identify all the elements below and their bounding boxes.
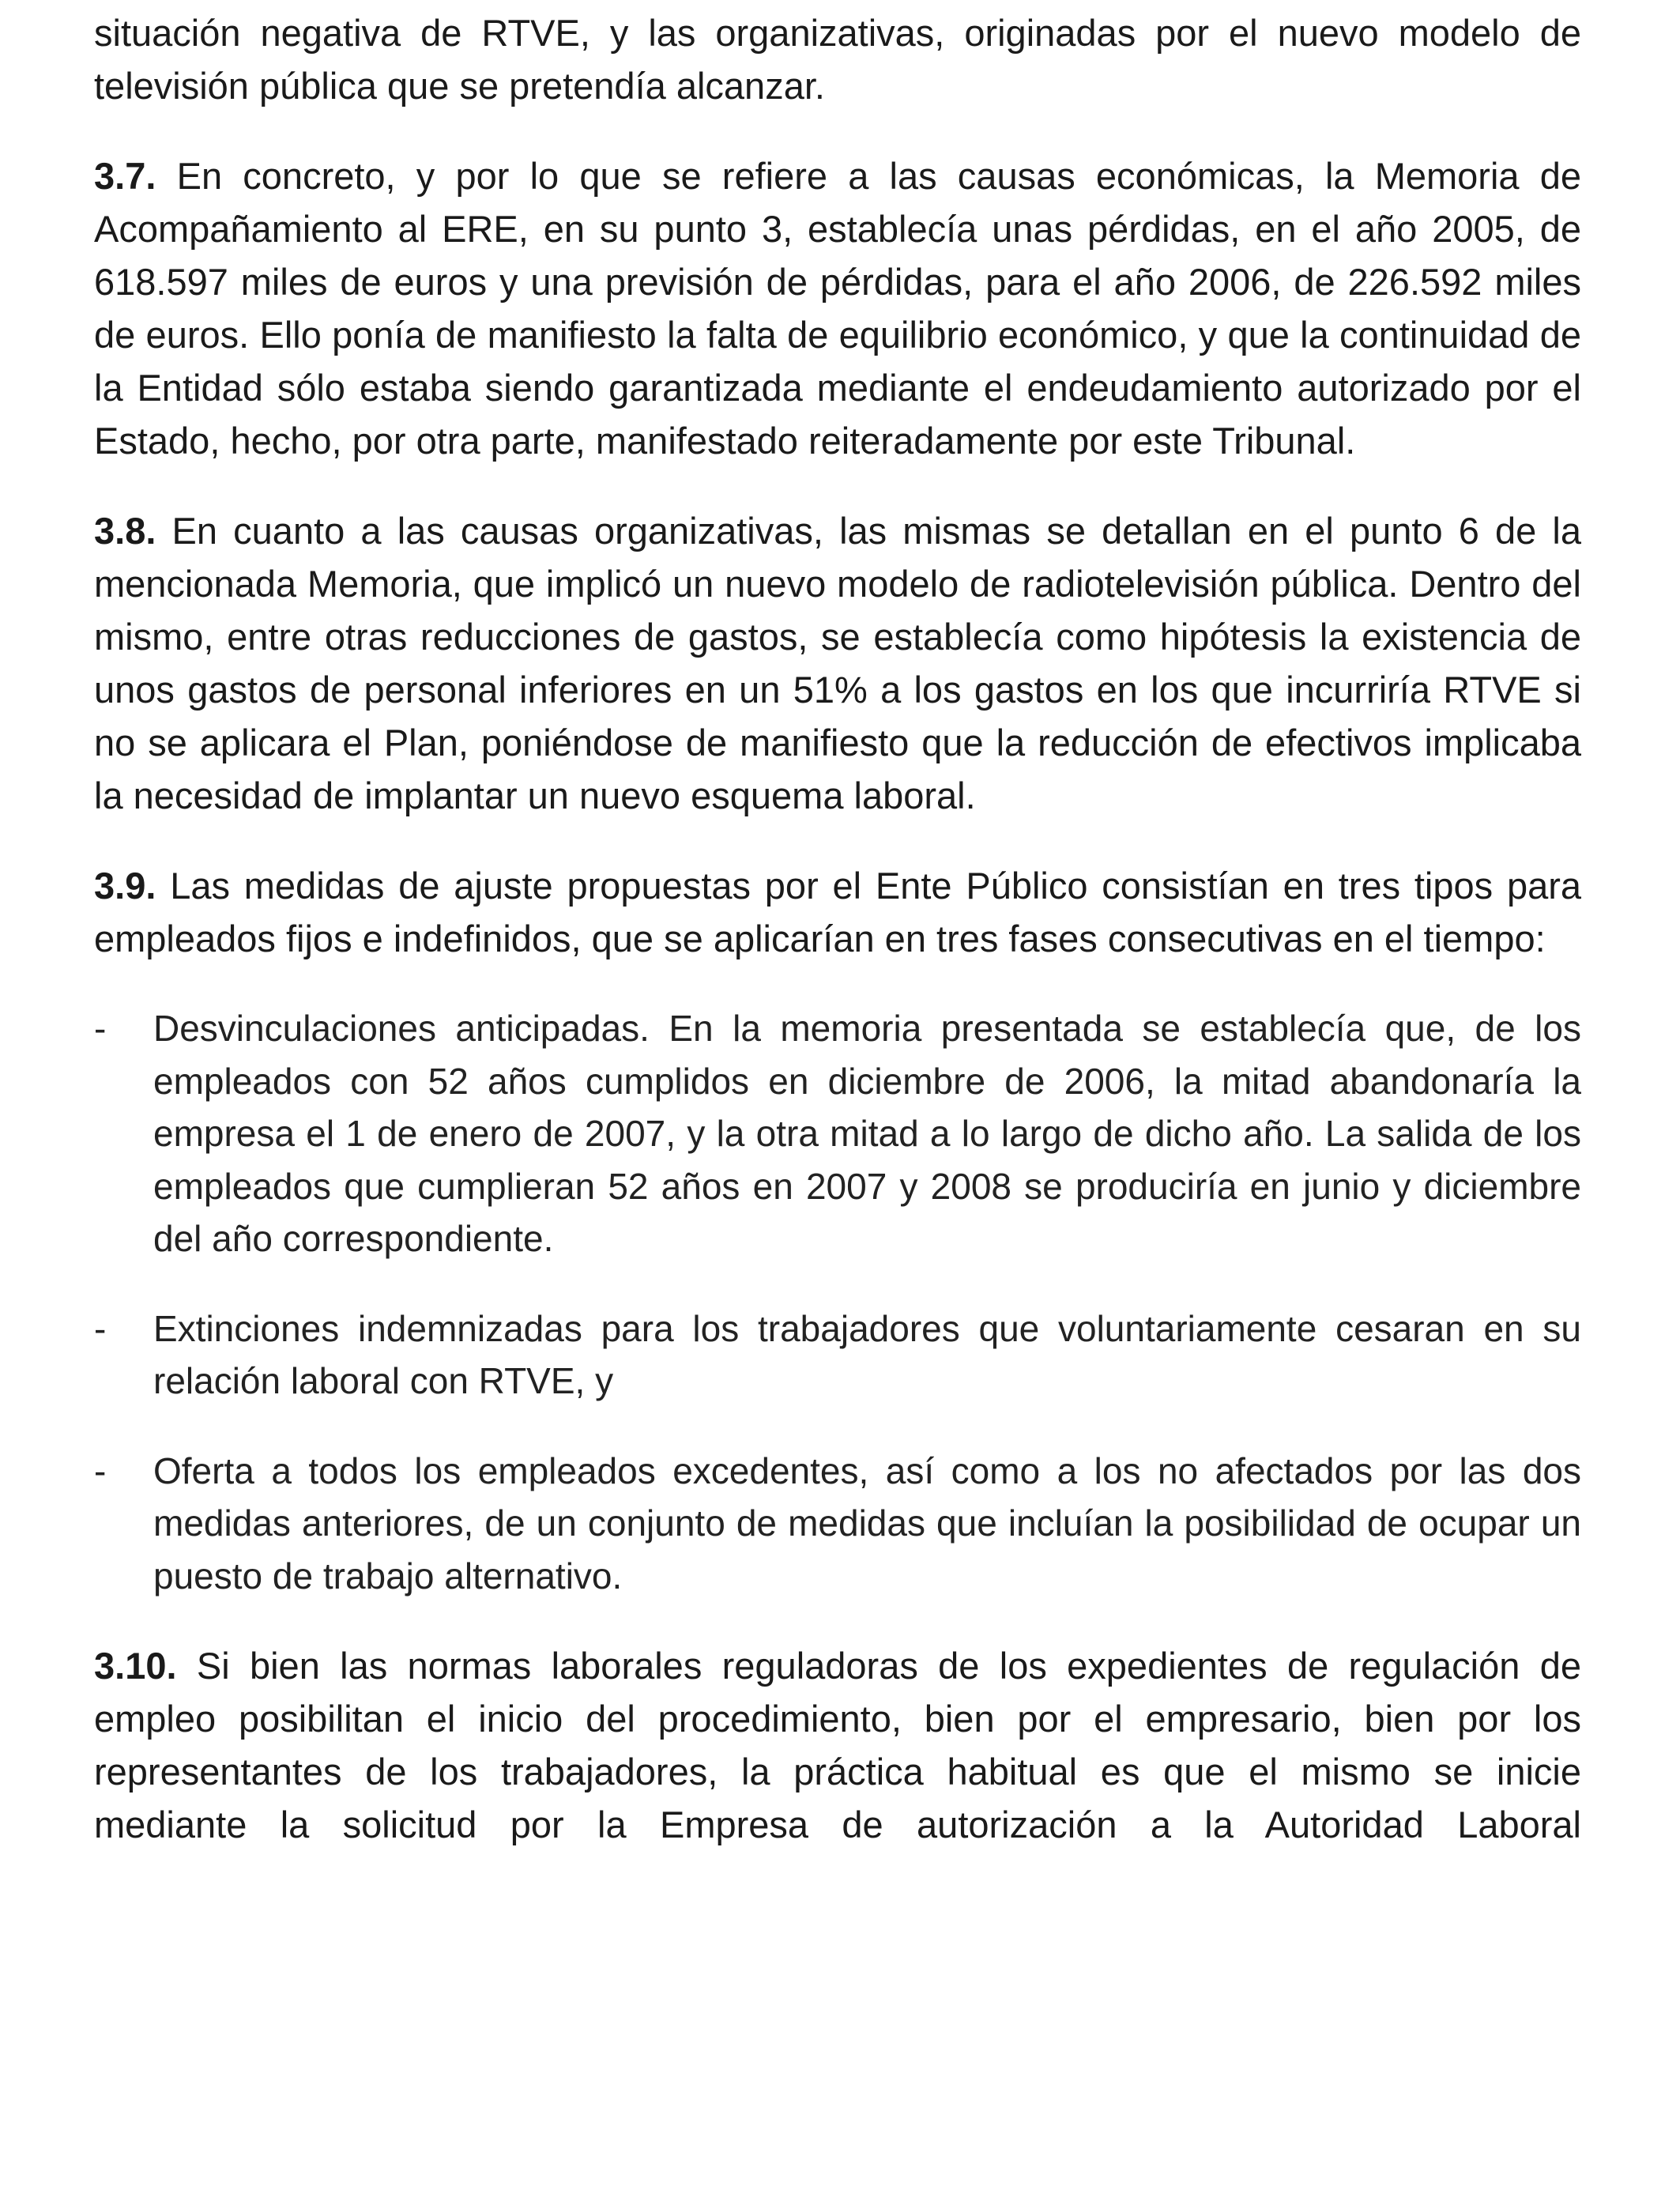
list-item-text: Extinciones indemnizadas para los trabajadores que voluntariamente cesaran en su relación laboral con RTVE, y: [153, 1307, 1581, 1401]
document-page: [94, 0, 1581, 1851]
list-item: [94, 1445, 1581, 1603]
measures-list: [94, 1002, 1581, 1602]
bullet-dash: -: [94, 1307, 107, 1349]
paragraph-number: 3.9.: [94, 865, 156, 907]
list-item: [94, 1002, 1581, 1265]
paragraph-3-9: [94, 859, 1581, 965]
paragraph-text: En concreto, y por lo que se refiere a las causas económicas, la Memoria de Acompañamiento al ERE, en su punto 3, establecía unas pérdidas, en el año 2005, de 618.597 miles de euros y una previsión de pérdidas, para el año 2006, de 226.592 miles de euros. Ello ponía de manifiesto la falta de equilibrio económico, y que la continuidad de la Entidad sólo estaba siendo garantizada mediante el endeudamiento autorizado por el Estado, hecho, por otra parte, manifestado reiteradamente por este Tribunal.: [94, 155, 1582, 462]
intro-paragraph: situación negativa de RTVE, y las organizativas, originadas por el nuevo modelo de televisión pública que se pretendía alcanzar.: [94, 12, 1581, 107]
list-item: [94, 1302, 1581, 1408]
paragraph-3-8: [94, 504, 1581, 822]
paragraph-3-7: [94, 149, 1581, 467]
paragraph-3-10: [94, 1639, 1581, 1851]
paragraph-text: Las medidas de ajuste propuestas por el Ente Público consistían en tres tipos para empleados fijos e indefinidos, que se aplicarían en tres fases consecutivas en el tiempo:: [94, 865, 1582, 959]
paragraph-number: 3.7.: [94, 155, 156, 197]
bullet-dash: -: [94, 1449, 107, 1491]
paragraph-text: Si bien las normas laborales reguladoras de los expedientes de regulación de empleo posibilitan el inicio del procedimiento, bien por el empresario, bien por los representantes de los trabajadores, la práctica habitual es que el mismo se inicie mediante la solicitud por la Empresa de autorización a la Autoridad Laboral: [94, 1645, 1581, 1845]
paragraph-number: 3.10.: [94, 1645, 177, 1687]
bullet-dash: -: [94, 1008, 107, 1049]
list-item-text: Oferta a todos los empleados excedentes, así como a los no afectados por las dos medidas anteriores, de un conjunto de medidas que incluían la posibilidad de ocupar un puesto de trabajo alternativo.: [153, 1449, 1581, 1596]
paragraph-number: 3.8.: [94, 510, 156, 552]
list-item-text: Desvinculaciones anticipadas. En la memoria presentada se establecía que, de los empleados con 52 años cumplidos en diciembre de 2006, la mitad abandonaría la empresa el 1 de enero de 2007, y la otra mitad a lo largo de dicho año. La salida de los empleados que cumplieran 52 años en 2007 y 2008 se produciría en junio y diciembre del año correspondiente.: [153, 1008, 1581, 1259]
paragraph-text: En cuanto a las causas organizativas, las mismas se detallan en el punto 6 de la mencionada Memoria, que implicó un nuevo modelo de radiotelevisión pública. Dentro del mismo, entre otras reducciones de gastos, se establecía como hipótesis la existencia de unos gastos de personal inferiores en un 51% a los gastos en los que incurriría RTVE si no se aplicara el Plan, poniéndose de manifiesto que la reducción de efectivos implicaba la necesidad de implantar un nuevo esquema laboral.: [94, 510, 1582, 816]
